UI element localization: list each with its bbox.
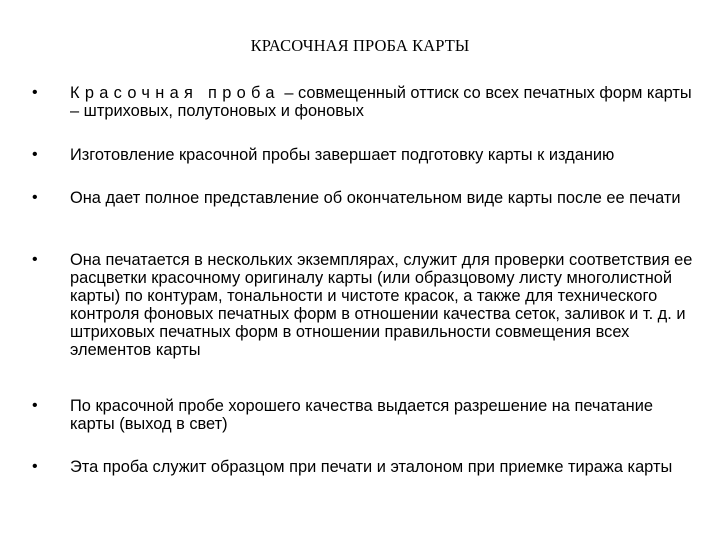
bullet-item-reference-sample: Эта проба служит образцом при печати и эталоном при приемке тиража карты xyxy=(70,458,673,476)
bullet-item-approval: По красочной пробе хорошего качества выдается разрешение на печатание карты (выход в свет) xyxy=(70,397,653,433)
definition-text: – совмещенный оттиск со всех печатных форм карты – штриховых, полутоновых и фоновых xyxy=(70,84,692,120)
bullet-marker: • xyxy=(32,189,38,206)
slide-title: КРАСОЧНАЯ ПРОБА КАРТЫ xyxy=(250,36,470,55)
bullet-item-printing-check: Она печатается в нескольких экземплярах, служит для проверки соответствия ее расцветки красочному оригиналу карты (или образцовому листу многолистной карты) по контурам, тональности и чистоте красок, а также для технического контроля фоновых печатных форм в отношении качества сеток, заливок и т. д. и штриховых печатных форм в отношении правильности совмещения всех элементов карты xyxy=(70,251,693,359)
bullet-item-definition xyxy=(70,84,700,120)
bullet-marker: • xyxy=(32,458,38,475)
bullet-marker: • xyxy=(32,84,38,101)
term-spaced: Красочная проба xyxy=(70,84,280,102)
bullet-item-representation: Она дает полное представление об окончательном виде карты после ее печати xyxy=(70,189,681,207)
bullet-marker: • xyxy=(32,397,38,414)
bullet-marker: • xyxy=(32,251,38,268)
bullet-item-preparation: Изготовление красочной пробы завершает подготовку карты к изданию xyxy=(70,146,615,164)
bullet-marker: • xyxy=(32,146,38,163)
